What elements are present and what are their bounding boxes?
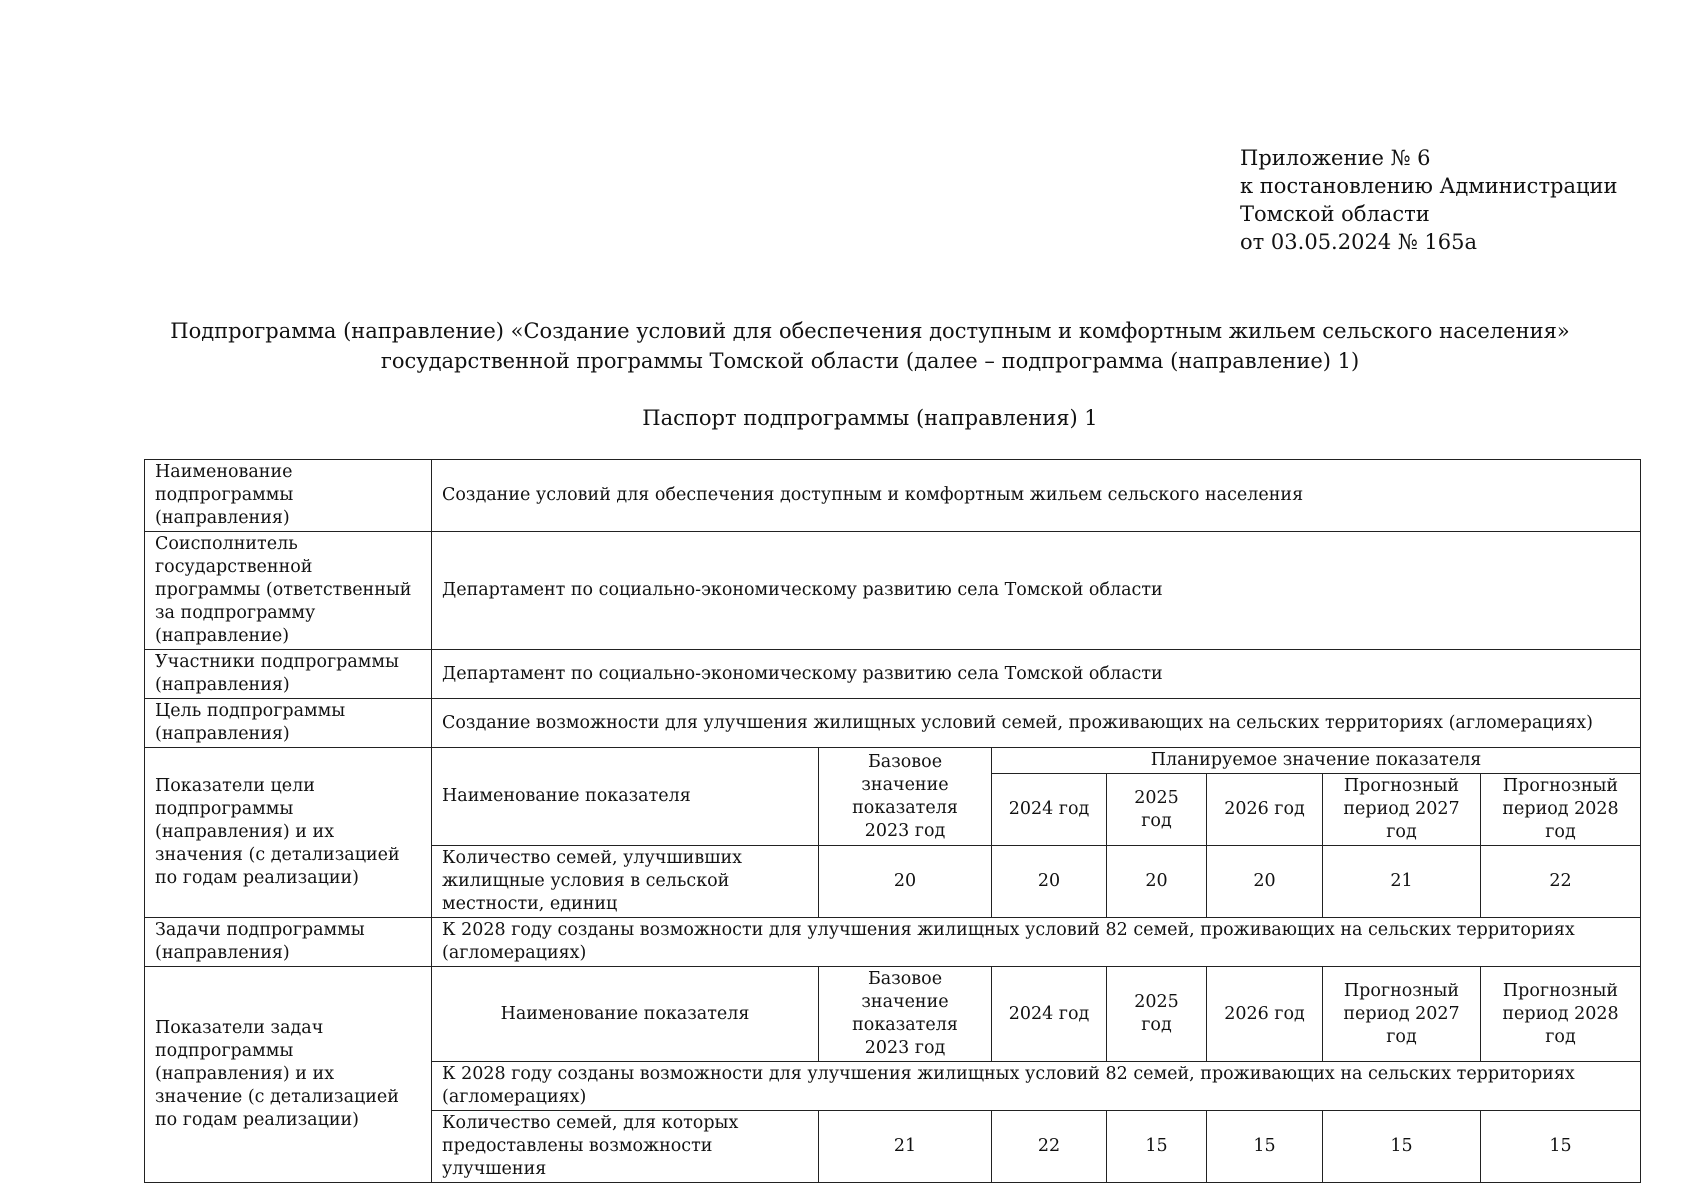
task-base-value-header: Базовое значение показателя 2023 год <box>819 967 992 1062</box>
task-forecast-2028-header: Прогнозный период 2028 год <box>1481 967 1641 1062</box>
goal-forecast-2028-header: Прогнозный период 2028 год <box>1481 774 1641 846</box>
goal-forecast-2027-header: Прогнозный период 2027 год <box>1323 774 1481 846</box>
row-participants <box>145 650 1641 699</box>
task-indicator-name: Количество семей, для которых предоставлены возможности улучшения <box>432 1111 819 1183</box>
task-indicators-label: Показатели задач подпрограммы (направления) и их значение (с детализацией по годам реализации) <box>145 967 432 1183</box>
participants-value: Департамент по социально-экономическому развитию села Томской области <box>432 650 1641 699</box>
goal-indicators-label: Показатели цели подпрограммы (направления) и их значения (с детализацией по годам реализации) <box>145 748 432 918</box>
row-goal <box>145 699 1641 748</box>
row-name <box>145 460 1641 532</box>
goal-label: Цель подпрограммы (направления) <box>145 699 432 748</box>
task-indicator-2026: 15 <box>1207 1111 1323 1183</box>
goal-indicator-name: Количество семей, улучшивших жилищные условия в сельской местности, единиц <box>432 846 819 918</box>
task-indicator-name-header: Наименование показателя <box>432 967 819 1062</box>
goal-indicator-base: 20 <box>819 846 992 918</box>
goal-indicator-2026: 20 <box>1207 846 1323 918</box>
document-title <box>0 316 1698 376</box>
goal-indicator-2028: 22 <box>1481 846 1641 918</box>
row-task-indicators-header <box>145 967 1641 1062</box>
task-year-2024-header: 2024 год <box>992 967 1107 1062</box>
appendix-block <box>1240 144 1618 256</box>
goal-indicator-2027: 21 <box>1323 846 1481 918</box>
goal-year-2026-header: 2026 год <box>1207 774 1323 846</box>
appendix-line-3: Томской области <box>1240 202 1430 226</box>
name-value: Создание условий для обеспечения доступным и комфортным жильем сельского населения <box>432 460 1641 532</box>
task-indicator-2028: 15 <box>1481 1111 1641 1183</box>
task-forecast-2027-header: Прогнозный период 2027 год <box>1323 967 1481 1062</box>
appendix-line-1: Приложение № 6 <box>1240 146 1431 170</box>
name-label: Наименование подпрограммы (направления) <box>145 460 432 532</box>
row-goal-indicators-header-1 <box>145 748 1641 774</box>
task-indicator-2027: 15 <box>1323 1111 1481 1183</box>
task-year-2026-header: 2026 год <box>1207 967 1323 1062</box>
planned-value-header: Планируемое значение показателя <box>992 748 1641 774</box>
goal-indicator-2025: 20 <box>1107 846 1207 918</box>
tasks-value: К 2028 году созданы возможности для улучшения жилищных условий 82 семей, проживающих на сельских территориях (агломерациях) <box>432 918 1641 967</box>
passport-title: Паспорт подпрограммы (направления) 1 <box>642 406 1098 430</box>
passport-table <box>144 459 1641 1183</box>
tasks-label: Задачи подпрограммы (направления) <box>145 918 432 967</box>
row-tasks <box>145 918 1641 967</box>
document-title-line-1: Подпрограмма (направление) «Создание условий для обеспечения доступным и комфортным жильем сельского населения» <box>170 319 1570 343</box>
coexecutor-label: Соисполнитель государственной программы (ответственный за подпрограмму (направление) <box>145 532 432 650</box>
participants-label: Участники подпрограммы (направления) <box>145 650 432 699</box>
goal-year-2024-header: 2024 год <box>992 774 1107 846</box>
goal-indicator-name-header: Наименование показателя <box>432 748 819 846</box>
goal-indicator-2024: 20 <box>992 846 1107 918</box>
document-title-line-2: государственной программы Томской области (далее – подпрограмма (направление) 1) <box>380 349 1360 373</box>
task-indicator-2024: 22 <box>992 1111 1107 1183</box>
task-indicator-2025: 15 <box>1107 1111 1207 1183</box>
row-coexecutor <box>145 532 1641 650</box>
task-indicator-base: 21 <box>819 1111 992 1183</box>
task-year-2025-header: 2025 год <box>1107 967 1207 1062</box>
appendix-line-4: от 03.05.2024 № 165а <box>1240 230 1477 254</box>
task-text: К 2028 году созданы возможности для улучшения жилищных условий 82 семей, проживающих на сельских территориях (агломерациях) <box>432 1062 1641 1111</box>
coexecutor-value: Департамент по социально-экономическому развитию села Томской области <box>432 532 1641 650</box>
goal-year-2025-header: 2025 год <box>1107 774 1207 846</box>
goal-value: Создание возможности для улучшения жилищных условий семей, проживающих на сельских территориях (агломерациях) <box>432 699 1641 748</box>
appendix-line-2: к постановлению Администрации <box>1240 174 1618 198</box>
goal-base-value-header: Базовое значение показателя 2023 год <box>819 748 992 846</box>
